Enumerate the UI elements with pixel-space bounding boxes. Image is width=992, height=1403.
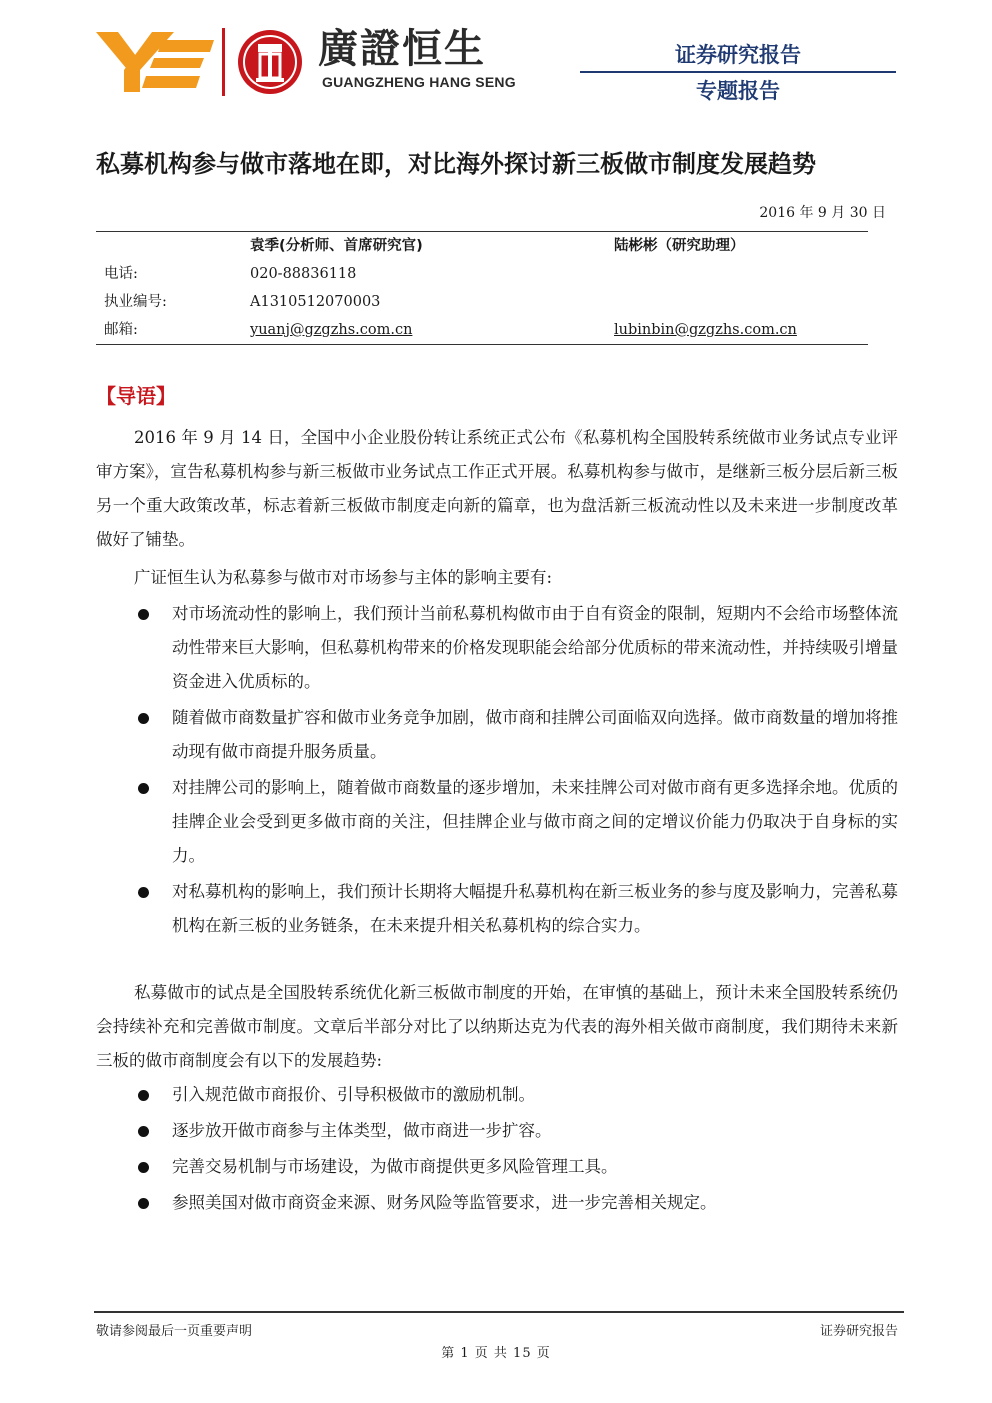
bullet-dot-icon [138, 887, 149, 898]
analyst-email-row [96, 316, 868, 344]
analyst-1-email-link[interactable]: yuanj@gzgzhs.com.cn [250, 322, 413, 338]
page-number: 第 1 页 共 15 页 [441, 1346, 551, 1361]
bullet-text: 对私募机构的影响上，我们预计长期将大幅提升私募机构在新三板业务的参与度及影响力，完善私募机构在新三板的业务链条，在未来提升相关私募机构的综合实力。 [172, 882, 898, 935]
list-item [96, 875, 898, 943]
analyst-name-1: 袁季(分析师、首席研究官) [250, 238, 423, 254]
bullet-dot-icon [138, 609, 149, 620]
intro-paragraph-3: 私募做市的试点是全国股转系统优化新三板做市制度的开始，在审慎的基础上，预计未来全国股转系统仍会持续补充和完善做市制度。文章后半部分对比了以纳斯达克为代表的海外相关做市商制度，我们期待未来新三板的做市商制度会有以下的发展趋势: [96, 983, 898, 1070]
report-category: 证券研究报告 [675, 43, 801, 67]
list-item [96, 1152, 898, 1182]
report-date: 2016 年 9 月 30 日 [759, 205, 886, 221]
footer-report-type: 证券研究报告 [819, 1324, 898, 1339]
bullet-dot-icon [138, 1198, 149, 1209]
logo-english-name: GUANGZHENG HANG SENG [322, 74, 516, 90]
seal-logo-icon [236, 28, 304, 96]
bullet-dot-icon [138, 783, 149, 794]
analyst-names-row [96, 232, 868, 260]
analyst-name-2: 陆彬彬（研究助理） [614, 238, 745, 254]
bullet-dot-icon [138, 1090, 149, 1101]
bullet-text: 对市场流动性的影响上，我们预计当前私募机构做市由于自有资金的限制，短期内不会给市场整体流动性带来巨大影响，但私募机构带来的价格发现职能会给部分优质标的带来流动性，并持续吸引增量资金进入优质标的。 [172, 604, 898, 691]
footer-disclaimer-note: 敬请参阅最后一页重要声明 [96, 1324, 253, 1339]
bullet-text: 完善交易机制与市场建设，为做市商提供更多风险管理工具。 [172, 1157, 618, 1176]
ye-logo-icon [96, 30, 214, 94]
list-item [96, 1080, 898, 1110]
intro-paragraph-1: 2016 年 9 月 14 日，全国中小企业股份转让系统正式公布《私募机构全国股转系统做市业务试点专业评审方案》，宣告私募机构参与新三板做市业务试点工作正式开展。私募机构参与做市，是继新三板分层后新三板另一个重大政策改革，标志着新三板做市制度走向新的篇章，也为盘活新三板流动性以及未来进一步制度改革做好了铺垫。 [96, 428, 898, 549]
footer-rule [94, 1311, 904, 1313]
email-label: 邮箱: [104, 322, 138, 338]
bullet-text: 参照美国对做市商资金来源、财务风险等监管要求，进一步完善相关规定。 [172, 1193, 717, 1212]
bullet-text: 逐步放开做市商参与主体类型，做市商进一步扩容。 [172, 1121, 552, 1140]
list-item [96, 701, 898, 769]
report-type-block [580, 40, 896, 105]
list-item [96, 597, 898, 699]
logo-divider [222, 28, 225, 96]
analyst-phone-row [96, 260, 868, 288]
impact-bullet-list [96, 597, 898, 945]
bullet-dot-icon [138, 1126, 149, 1137]
analyst-2-email-link[interactable]: lubinbin@gzgzhs.com.cn [614, 322, 797, 338]
bullet-dot-icon [138, 713, 149, 724]
list-item [96, 771, 898, 873]
analyst-1-phone: 020-88836118 [250, 266, 357, 282]
bullet-text: 引入规范做市商报价、引导积极做市的激励机制。 [172, 1085, 535, 1104]
bullet-dot-icon [138, 1162, 149, 1173]
company-logo [96, 22, 526, 102]
analyst-1-license: A1310512070003 [250, 294, 381, 310]
intro-heading: 【导语】 [96, 384, 176, 408]
phone-label: 电话: [104, 266, 138, 282]
intro-paragraph-2: 广证恒生认为私募参与做市对市场参与主体的影响主要有: [134, 568, 553, 587]
logo-chinese-name: 廣證恒生 [318, 26, 486, 72]
analyst-table [96, 231, 868, 345]
report-type-rule [580, 71, 896, 73]
bullet-text: 对挂牌公司的影响上，随着做市商数量的逐步增加，未来挂牌公司对做市商有更多选择余地。优质的挂牌企业会受到更多做市商的关注，但挂牌企业与做市商之间的定增议价能力仍取决于自身标的实力。 [172, 778, 898, 865]
analyst-license-row [96, 288, 868, 316]
list-item [96, 1188, 898, 1218]
report-title: 私募机构参与做市落地在即，对比海外探讨新三板做市制度发展趋势 [96, 150, 816, 178]
trend-bullet-list [96, 1080, 898, 1224]
bullet-text: 随着做市商数量扩容和做市业务竞争加剧，做市商和挂牌公司面临双向选择。做市商数量的增加将推动现有做市商提升服务质量。 [172, 708, 898, 761]
report-subcategory: 专题报告 [696, 79, 780, 103]
list-item [96, 1116, 898, 1146]
license-label: 执业编号: [104, 294, 167, 310]
